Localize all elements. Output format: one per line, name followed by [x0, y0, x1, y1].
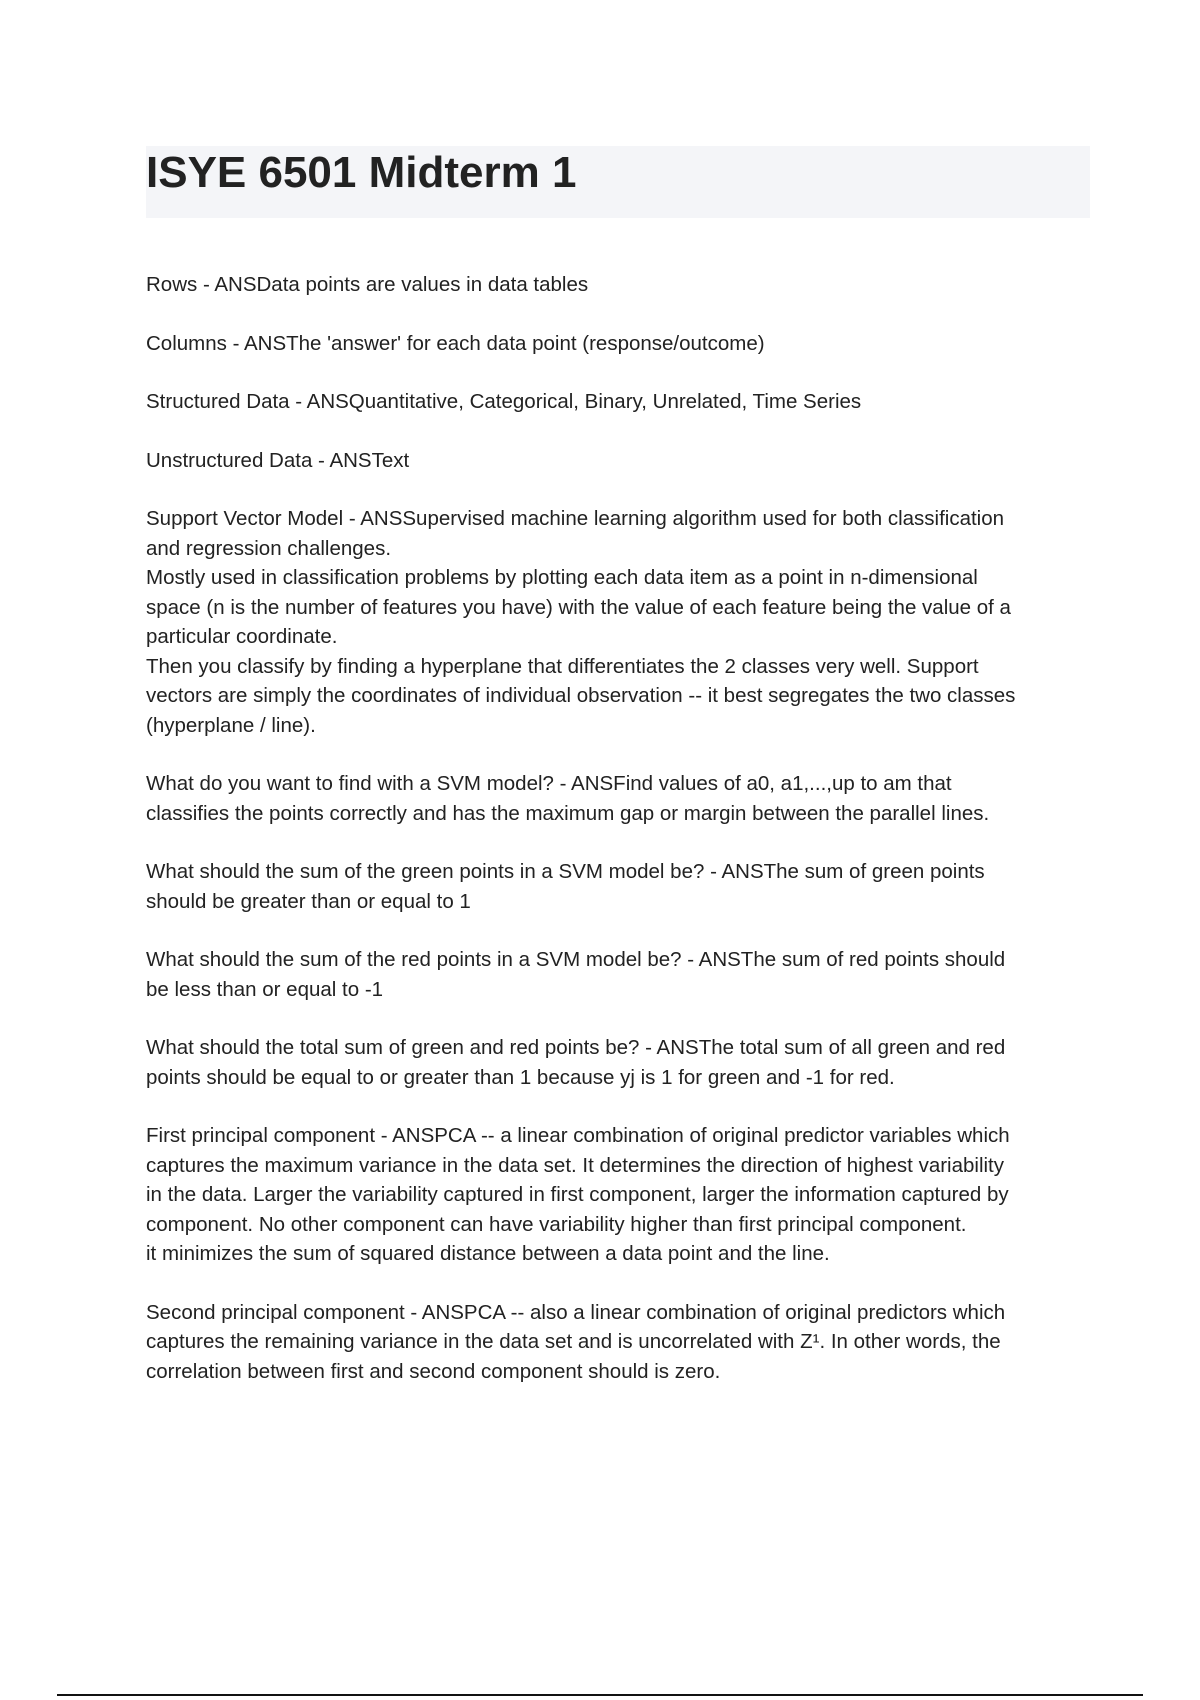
text-line: (hyperplane / line). [146, 713, 316, 737]
qa-entry-green-points [146, 857, 1096, 916]
text-line: Columns - ANSThe 'answer' for each data point (response/outcome) [146, 331, 765, 355]
text-line: Support Vector Model - ANSSupervised machine learning algorithm used for both classification [146, 507, 1005, 530]
qa-entry-columns [146, 329, 1096, 359]
qa-entry-support-vector-model [146, 504, 1096, 740]
text-line: Rows - ANSData points are values in data tables [146, 273, 589, 296]
text-line: What should the total sum of green and red points be? - ANSThe total sum of all green and red [146, 1036, 1006, 1059]
text-line: What should the sum of the red points in a SVM model be? - ANSThe sum of red points should [146, 948, 1006, 971]
footer-divider [57, 1694, 1143, 1696]
text-line: it minimizes the sum of squared distance between a data point and the line. [146, 1242, 830, 1265]
text-line: Second principal component - ANSPCA -- also a linear combination of original predictors which [146, 1300, 1006, 1324]
text-line: What do you want to find with a SVM model? - ANSFind values of a0, a1,...,up to am that [146, 772, 952, 795]
qa-entry-svm-find [146, 769, 1096, 828]
page-title: ISYE 6501 Midterm 1 [146, 148, 577, 197]
qa-entry-second-principal-component [146, 1298, 1096, 1387]
text-line: Unstructured Data - ANSText [146, 448, 410, 472]
text-line: correlation between first and second component should is zero. [146, 1359, 721, 1383]
text-line: classifies the points correctly and has the maximum gap or margin between the parallel lines. [146, 801, 990, 825]
text-line: vectors are simply the coordinates of individual observation -- it best segregates the two classes [146, 684, 1016, 707]
qa-entry-total-sum [146, 1033, 1096, 1092]
qa-list [146, 270, 1096, 1415]
qa-entry-unstructured-data [146, 446, 1096, 476]
text-line: space (n is the number of features you have) with the value of each feature being the value of a [146, 595, 1011, 619]
text-line: in the data. Larger the variability captured in first component, larger the information captured by [146, 1183, 1009, 1206]
text-line: particular coordinate. [146, 625, 338, 648]
text-line: be less than or equal to -1 [146, 977, 384, 1001]
text-line: should be greater than or equal to 1 [146, 889, 471, 913]
qa-entry-structured-data [146, 387, 1096, 417]
qa-entry-red-points [146, 945, 1096, 1004]
qa-entry-rows [146, 270, 1096, 300]
text-line: Then you classify by finding a hyperplane that differentiates the 2 classes very well. Support [146, 654, 979, 678]
text-line: Mostly used in classification problems by plotting each data item as a point in n-dimensional [146, 566, 978, 589]
text-line: First principal component - ANSPCA -- a linear combination of original predictor variables which [146, 1124, 1010, 1147]
text-line: component. No other component can have variability higher than first principal component. [146, 1212, 967, 1236]
text-line: and regression challenges. [146, 536, 392, 560]
text-line: points should be equal to or greater than 1 because yj is 1 for green and -1 for red. [146, 1065, 895, 1089]
text-line: captures the maximum variance in the data set. It determines the direction of highest variability [146, 1153, 1005, 1177]
qa-entry-first-principal-component [146, 1121, 1096, 1269]
text-line: What should the sum of the green points in a SVM model be? - ANSThe sum of green points [146, 860, 985, 883]
text-line: Structured Data - ANSQuantitative, Categorical, Binary, Unrelated, Time Series [146, 390, 862, 413]
text-line: captures the remaining variance in the data set and is uncorrelated with Z¹. In other words, the [146, 1330, 1001, 1353]
